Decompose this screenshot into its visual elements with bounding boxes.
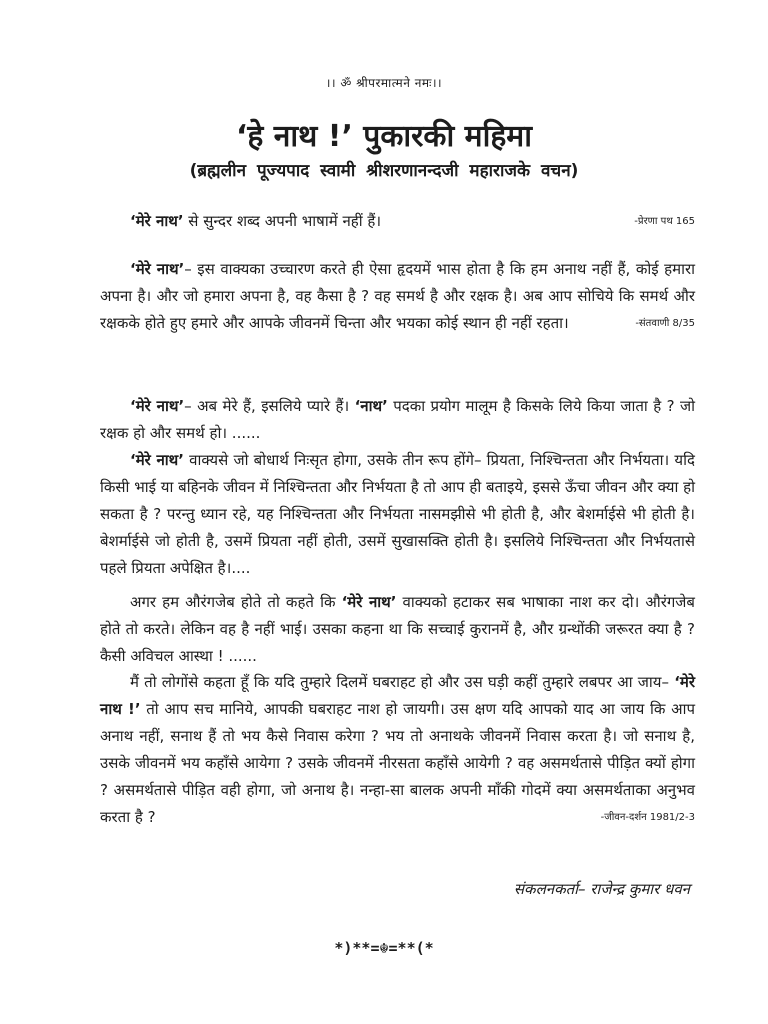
paragraph-text: से सुन्दर शब्द अपनी भाषामें नहीं हैं। [183, 212, 382, 230]
invocation-line: ।। ॐ श्रीपरमात्मने नमः।। [325, 76, 443, 90]
quote-paragraph-5 [100, 589, 695, 670]
emphasis-mere-nath: ‘मेरे नाथ’ [130, 212, 184, 230]
paragraph-text: पदका प्रयोग मालूम है किसके लिये किया जाता है ? जो रक्षक हो और समर्थ हो। ...... [100, 397, 695, 442]
page-subtitle: (ब्रह्मलीन पूज्यपाद स्वामी श्रीशरणानन्दजी महाराजके वचन) [189, 161, 579, 181]
quote-paragraph-2 [100, 256, 695, 337]
quote-paragraph-4 [100, 447, 695, 582]
source-citation: -संतवाणी 8/35 [635, 318, 695, 329]
paragraph-text: – अब मेरे हैं, इसलिये प्यारे हैं। [184, 397, 355, 415]
paragraph-text: अगर हम औरंगजेब होते तो कहते कि [130, 593, 342, 611]
quote-paragraph-3 [100, 393, 695, 447]
emphasis-mere-nath: ‘मेरे नाथ’ [341, 593, 397, 611]
source-citation: -प्रेरणा पथ 165 [634, 216, 695, 227]
ornament-divider: *)**=☬=**(* [334, 939, 434, 957]
quote-paragraph-6 [100, 669, 695, 831]
quote-paragraph-1 [100, 208, 695, 235]
paragraph-text: वाक्यसे जो बोधार्थ निःसृत होगा, उसके तीन रूप होंगे– प्रियता, निश्चिन्तता और निर्भयता। यदि किसी भाई या बहिनके जीवन में निश्चिन्तता और निर्भयता है तो आप ही बताइये, इससे ऊँचा जीवन और क्या हो सकता है ? परन्तु ध्यान रहे, यह निश्चिन्तता और निर्भयता नासमझीसे भी होती है, और बेशर्माईसे भी होती है। बेशर्माईसे जो होती है, उसमें प्रियता नहीं होती, उसमें सुखासक्ति होती है। इसलिये निश्चिन्तता और निर्भयतासे पहले प्रियता अपेक्षित है।.... [100, 451, 695, 577]
emphasis-mere-nath: ‘मेरे नाथ’ [130, 397, 185, 415]
emphasis-mere-nath: ‘मेरे नाथ !’ [100, 673, 695, 718]
paragraph-text: मैं तो लोगोंसे कहता हूँ कि यदि तुम्हारे दिलमें घबराहट हो और उस घड़ी कहीं तुम्हारे लबपर आ जाय– [130, 673, 675, 691]
page-title: ‘हे नाथ !’ पुकारकी महिमा [235, 119, 533, 154]
paragraph-text: वाक्यको हटाकर सब भाषाका नाश कर दो। औरंगजेब होते तो करते। लेकिन वह है नहीं भाई। उसका कहना था कि सच्चाई कुरानमें है, और ग्रन्थोंकी जरूरत क्या है ? कैसी अविचल आस्था ! ...... [100, 593, 695, 665]
compiler-credit: संकलनकर्ता– राजेन्द्र कुमार धवन [513, 880, 690, 898]
paragraph-text: तो आप सच मानिये, आपकी घबराहट नाश हो जायगी। उस क्षण यदि आपको याद आ जाय कि आप अनाथ नहीं, सनाथ हैं तो भय कैसे निवास करेगा ? भय तो अनाथके जीवनमें निवास करता है। जो सनाथ है, उसके जीवनमें भय कहाँसे आयेगा ? उसके जीवनमें नीरसता कहाँसे आयेगी ? वह असमर्थतासे पीड़ित क्यों होगा ? असमर्थतासे पीड़ित वही होगा, जो अनाथ है। नन्हा-सा बालक अपनी माँकी गोदमें क्या असमर्थताका अनुभव करता है ? [100, 700, 695, 826]
emphasis-mere-nath: ‘मेरे नाथ’ [130, 451, 184, 469]
paragraph-text: – इस वाक्यका उच्चारण करते ही ऐसा हृदयमें भास होता है कि हम अनाथ नहीं हैं, कोई हमारा अपना है। और जो हमारा अपना है, वह कैसा है ? वह समर्थ है और रक्षक है। अब आप सोचिये कि समर्थ और रक्षकके होते हुए हमारे और आपके जीवनमें चिन्ता और भयका कोई स्थान ही नहीं रहता। [100, 260, 695, 332]
source-citation: -जीवन-दर्शन 1981/2-3 [600, 812, 695, 823]
emphasis-nath: ‘नाथ’ [354, 397, 388, 415]
emphasis-mere-nath: ‘मेरे नाथ’ [130, 260, 185, 278]
